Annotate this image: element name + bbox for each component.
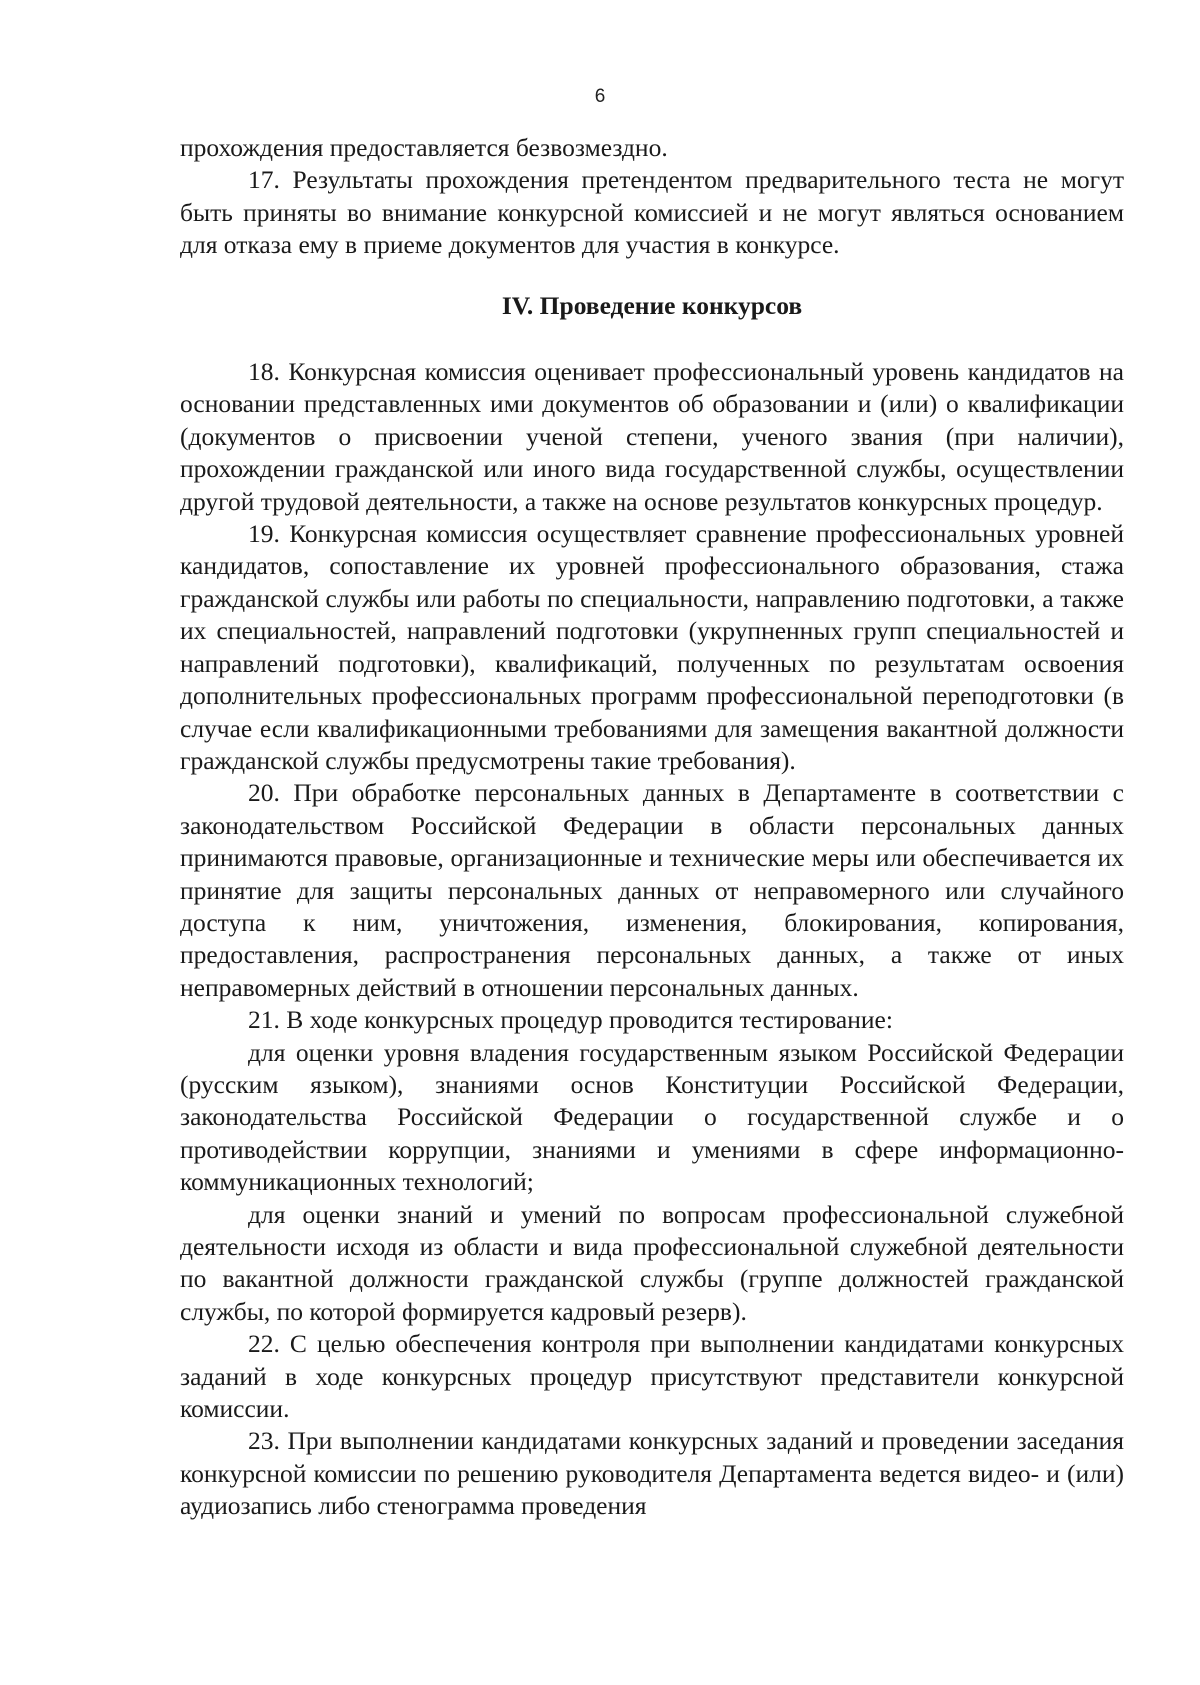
- paragraph-20: 20. При обработке персональных данных в Департаменте в соответствии с законодательством Российской Федерации в области персональных данных принимаются правовые, организационные и технические меры или обеспечивается их принятие для защиты персональных данных от неправомерного или случайного доступа к ним, уничтожения, изменения, блокирования, копирования, предоставления, распространения персональных данных, а также от иных неправомерных действий в отношении персональных данных.: [180, 778, 1124, 1002]
- paragraph-continuation: прохождения предоставляется безвозмездно.: [180, 133, 668, 162]
- paragraph-17: 17. Результаты прохождения претендентом предварительного теста не могут быть приняты во внимание конкурсной комиссией и не могут являться основанием для отказа ему в приеме документов для участия в конкурсе.: [180, 165, 1124, 260]
- paragraph-18: 18. Конкурсная комиссия оценивает профессиональный уровень кандидатов на основании представленных ими документов об образовании и (или) о квалификации (документов о присвоении ученой степени, ученого звания (при наличии), прохождении гражданской или иного вида государственной службы, осуществлении другой трудовой деятельности, а также на основе результатов конкурсных процедур.: [180, 357, 1124, 516]
- page-number: 6: [594, 86, 606, 107]
- paragraph-21-item-2: для оценки знаний и умений по вопросам профессиональной служебной деятельности исходя из области и вида профессиональной служебной деятельности по вакантной должности гражданской службы (группе должностей гражданской службы, по которой формируется кадровый резерв).: [180, 1199, 1124, 1326]
- paragraph-21-item-1: для оценки уровня владения государственным языком Российской Федерации (русским языком), знаниями основ Конституции Российской Федерации, законодательства Российской Федерации о государственной службе и о противодействии коррупции, знаниями и умениями в сфере информационно-коммуникационных технологий;: [180, 1037, 1124, 1197]
- paragraph-23: 23. При выполнении кандидатами конкурсных заданий и проведении заседания конкурсной комиссии по решению руководителя Департамента ведется видео- и (или) аудиозапись либо стенограмма проведения: [180, 1426, 1124, 1521]
- paragraph-19: 19. Конкурсная комиссия осуществляет сравнение профессиональных уровней кандидатов, сопоставление их уровней профессионального образования, стажа гражданской службы или работы по специальности, направлению подготовки, а также их специальностей, направлений подготовки (укрупненных групп специальностей и направлений подготовки), квалификаций, полученных по результатам освоения дополнительных профессиональных программ профессиональной переподготовки (в случае если квалификационными требованиями для замещения вакантной должности гражданской службы предусмотрены такие требования).: [180, 519, 1124, 775]
- paragraph-21: 21. В ходе конкурсных процедур проводится тестирование:: [248, 1005, 893, 1035]
- paragraph-22: 22. С целью обеспечения контроля при выполнении кандидатами конкурсных заданий в ходе конкурсных процедур присутствуют представители конкурсной комиссии.: [180, 1329, 1124, 1424]
- document-body: [180, 132, 1124, 1523]
- section-heading: IV. Проведение конкурсов: [501, 290, 803, 320]
